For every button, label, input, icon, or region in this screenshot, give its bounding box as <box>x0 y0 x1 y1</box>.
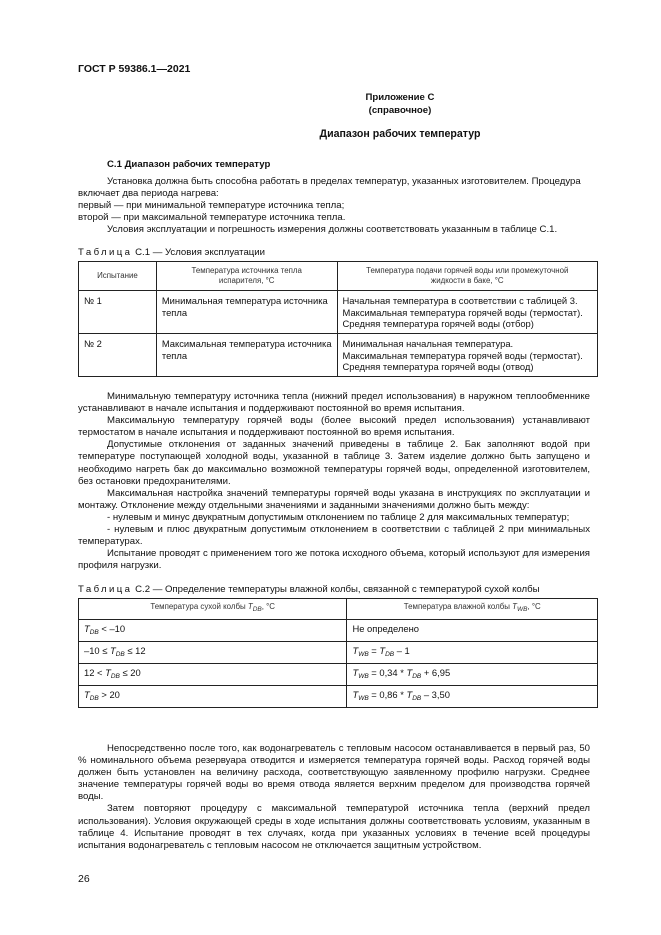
table1-header-source: Температура источника тепла испарителя, °С <box>156 262 337 291</box>
table-operating-conditions <box>78 261 598 377</box>
table2-cell-dry: $12 < T_{DB} \le 20$ <box>79 664 347 686</box>
table2-caption: Таблица С.2 — Определение температуры влажной колбы, связанной с температурой сухой колбы <box>78 584 540 595</box>
list-item-plus: - нулевым и плюс двукратным допустимым отклонением в соответствии с таблицей 2 при минимальных температурах. <box>78 524 590 548</box>
table-row <box>79 642 598 664</box>
table2-cell-dry: $-10 \le T_{DB} \le 12$ <box>79 642 347 664</box>
table-row <box>79 686 598 708</box>
table2-header-wet: Температура влажной колбы $T_{WB}$, °С <box>347 599 598 620</box>
intro-paragraphs <box>78 176 590 236</box>
chapter-title: Диапазон рабочих температур <box>319 128 481 140</box>
paragraph-max-water: Максимальную температуру горячей воды (более высокий предел использования) устанавливают термостатом в начале испытания и поддерживают постоянной во время испытания. <box>78 415 590 439</box>
annex-subtitle: (справочное) <box>368 105 432 116</box>
list-item-minus: - нулевым и минус двукратным допустимым отклонением по таблице 2 для максимальных температур; <box>107 511 570 523</box>
table-row <box>79 291 598 334</box>
paragraph-repeat: Затем повторяют процедуру с максимальной температурой источника тепла (верхний предел использования). Условия окружающей среды в ходе испытания должны соответствовать условиям, указанным в таблице 4. Испытание проводят в тех случаях, когда при указанных условиях в течение всей процедуры испытания водонагреватель с тепловым насосом не отключается защитным устройством. <box>78 803 590 851</box>
table2-cell-wet: $T_{WB} = 0,86 * T_{DB} - 3,50$ <box>347 686 598 708</box>
intro-line-2: включает два периода нагрева: <box>78 188 219 200</box>
document-id: ГОСТ Р 59386.1—2021 <box>78 63 191 75</box>
table2-cell-wet: $T_{WB} = T_{DB} - 1$ <box>347 642 598 664</box>
table2-header-dry: Температура сухой колбы $T_{DB}$, °С <box>79 599 347 620</box>
table1-header-test: Испытание <box>79 262 157 291</box>
table1-cell-supply: Начальная температура в соответствии с таблицей 3. Максимальная температура горячей воды (термостат). Средняя температура горячей воды (отбор) <box>337 291 597 334</box>
annex-heading <box>200 91 600 117</box>
table2-cell-dry: $T_{DB} < -10$ <box>79 620 347 642</box>
page-number: 26 <box>78 873 90 885</box>
conditions-paragraph: Условия эксплуатации и погрешность измерения должны соответствовать указанным в таблице С.1. <box>107 224 558 236</box>
list-item-second: второй — при максимальной температуре источника тепла. <box>78 212 346 224</box>
table2-cell-dry: $T_{DB} > 20$ <box>79 686 347 708</box>
table1-caption: Таблица С.1 — Условия эксплуатации <box>78 247 265 258</box>
table1-cell-supply: Минимальная начальная температура. Максимальная температура горячей воды (термостат). Средняя температура горячей воды (отвод) <box>337 334 597 377</box>
table1-cell-test: № 1 <box>79 291 157 334</box>
closing-paragraphs <box>78 743 590 852</box>
paragraph-flow: Испытание проводят с применением того же потока исходного объема, который используют для измерения профиля нагрузки. <box>78 548 590 572</box>
table1-cell-source: Минимальная температура источника тепла <box>156 291 337 334</box>
table1-cell-test: № 2 <box>79 334 157 377</box>
body-paragraphs <box>78 391 590 572</box>
table-wet-bulb <box>78 598 598 708</box>
paragraph-deviations: Допустимые отклонения от заданных значений приведены в таблице 2. Бак заполняют водой при температуре поступающей холодной воды, указанной в таблице 3. Затем изделие должно быть запущено и необходимо нагреть бак до максимально возможной температуры горячей воды, определенной изготовителем, без остановки предохранителями. <box>78 439 590 487</box>
list-item-first: первый — при минимальной температуре источника тепла; <box>78 200 345 212</box>
table-row <box>79 620 598 642</box>
paragraph-min-source: Минимальную температуру источника тепла (нижний предел использования) в наружном теплообменнике устанавливают в начале испытания и поддерживают постоянной во время испытания. <box>78 391 590 415</box>
table-row <box>79 664 598 686</box>
paragraph-max-setting: Максимальная настройка значений температуры горячей воды указана в инструкциях по эксплуатации и монтажу. Отклонение между отдельными значениями и заданными значениями должно быть между: <box>78 487 590 511</box>
annex-title: Приложение С <box>365 92 435 103</box>
table1-header-supply: Температура подачи горячей воды или промежуточной жидкости в баке, °С <box>337 262 597 291</box>
table1-cell-source: Максимальная температура источника тепла <box>156 334 337 377</box>
table2-cell-wet: Не определено <box>347 620 598 642</box>
table-row <box>79 334 598 377</box>
section-heading: С.1 Диапазон рабочих температур <box>107 159 271 170</box>
paragraph-after-stop: Непосредственно после того, как водонагреватель с тепловым насосом останавливается в первый раз, 50 % номинального объема резервуара отводится и измеряется температура горячей воды. Расход горячей воды должен быть установлен на величину расхода, соответствующую заявленному профилю нагрузки. Среднее значение температуры горячей воды во время отвода является верхним пределом для производства горячей воды. <box>78 743 590 803</box>
table2-cell-wet: $T_{WB} = 0,34 * T_{DB} + 6,95$ <box>347 664 598 686</box>
intro-line-1: Установка должна быть способна работать в пределах температур, указанных изготовителем. Процедура <box>107 176 581 187</box>
